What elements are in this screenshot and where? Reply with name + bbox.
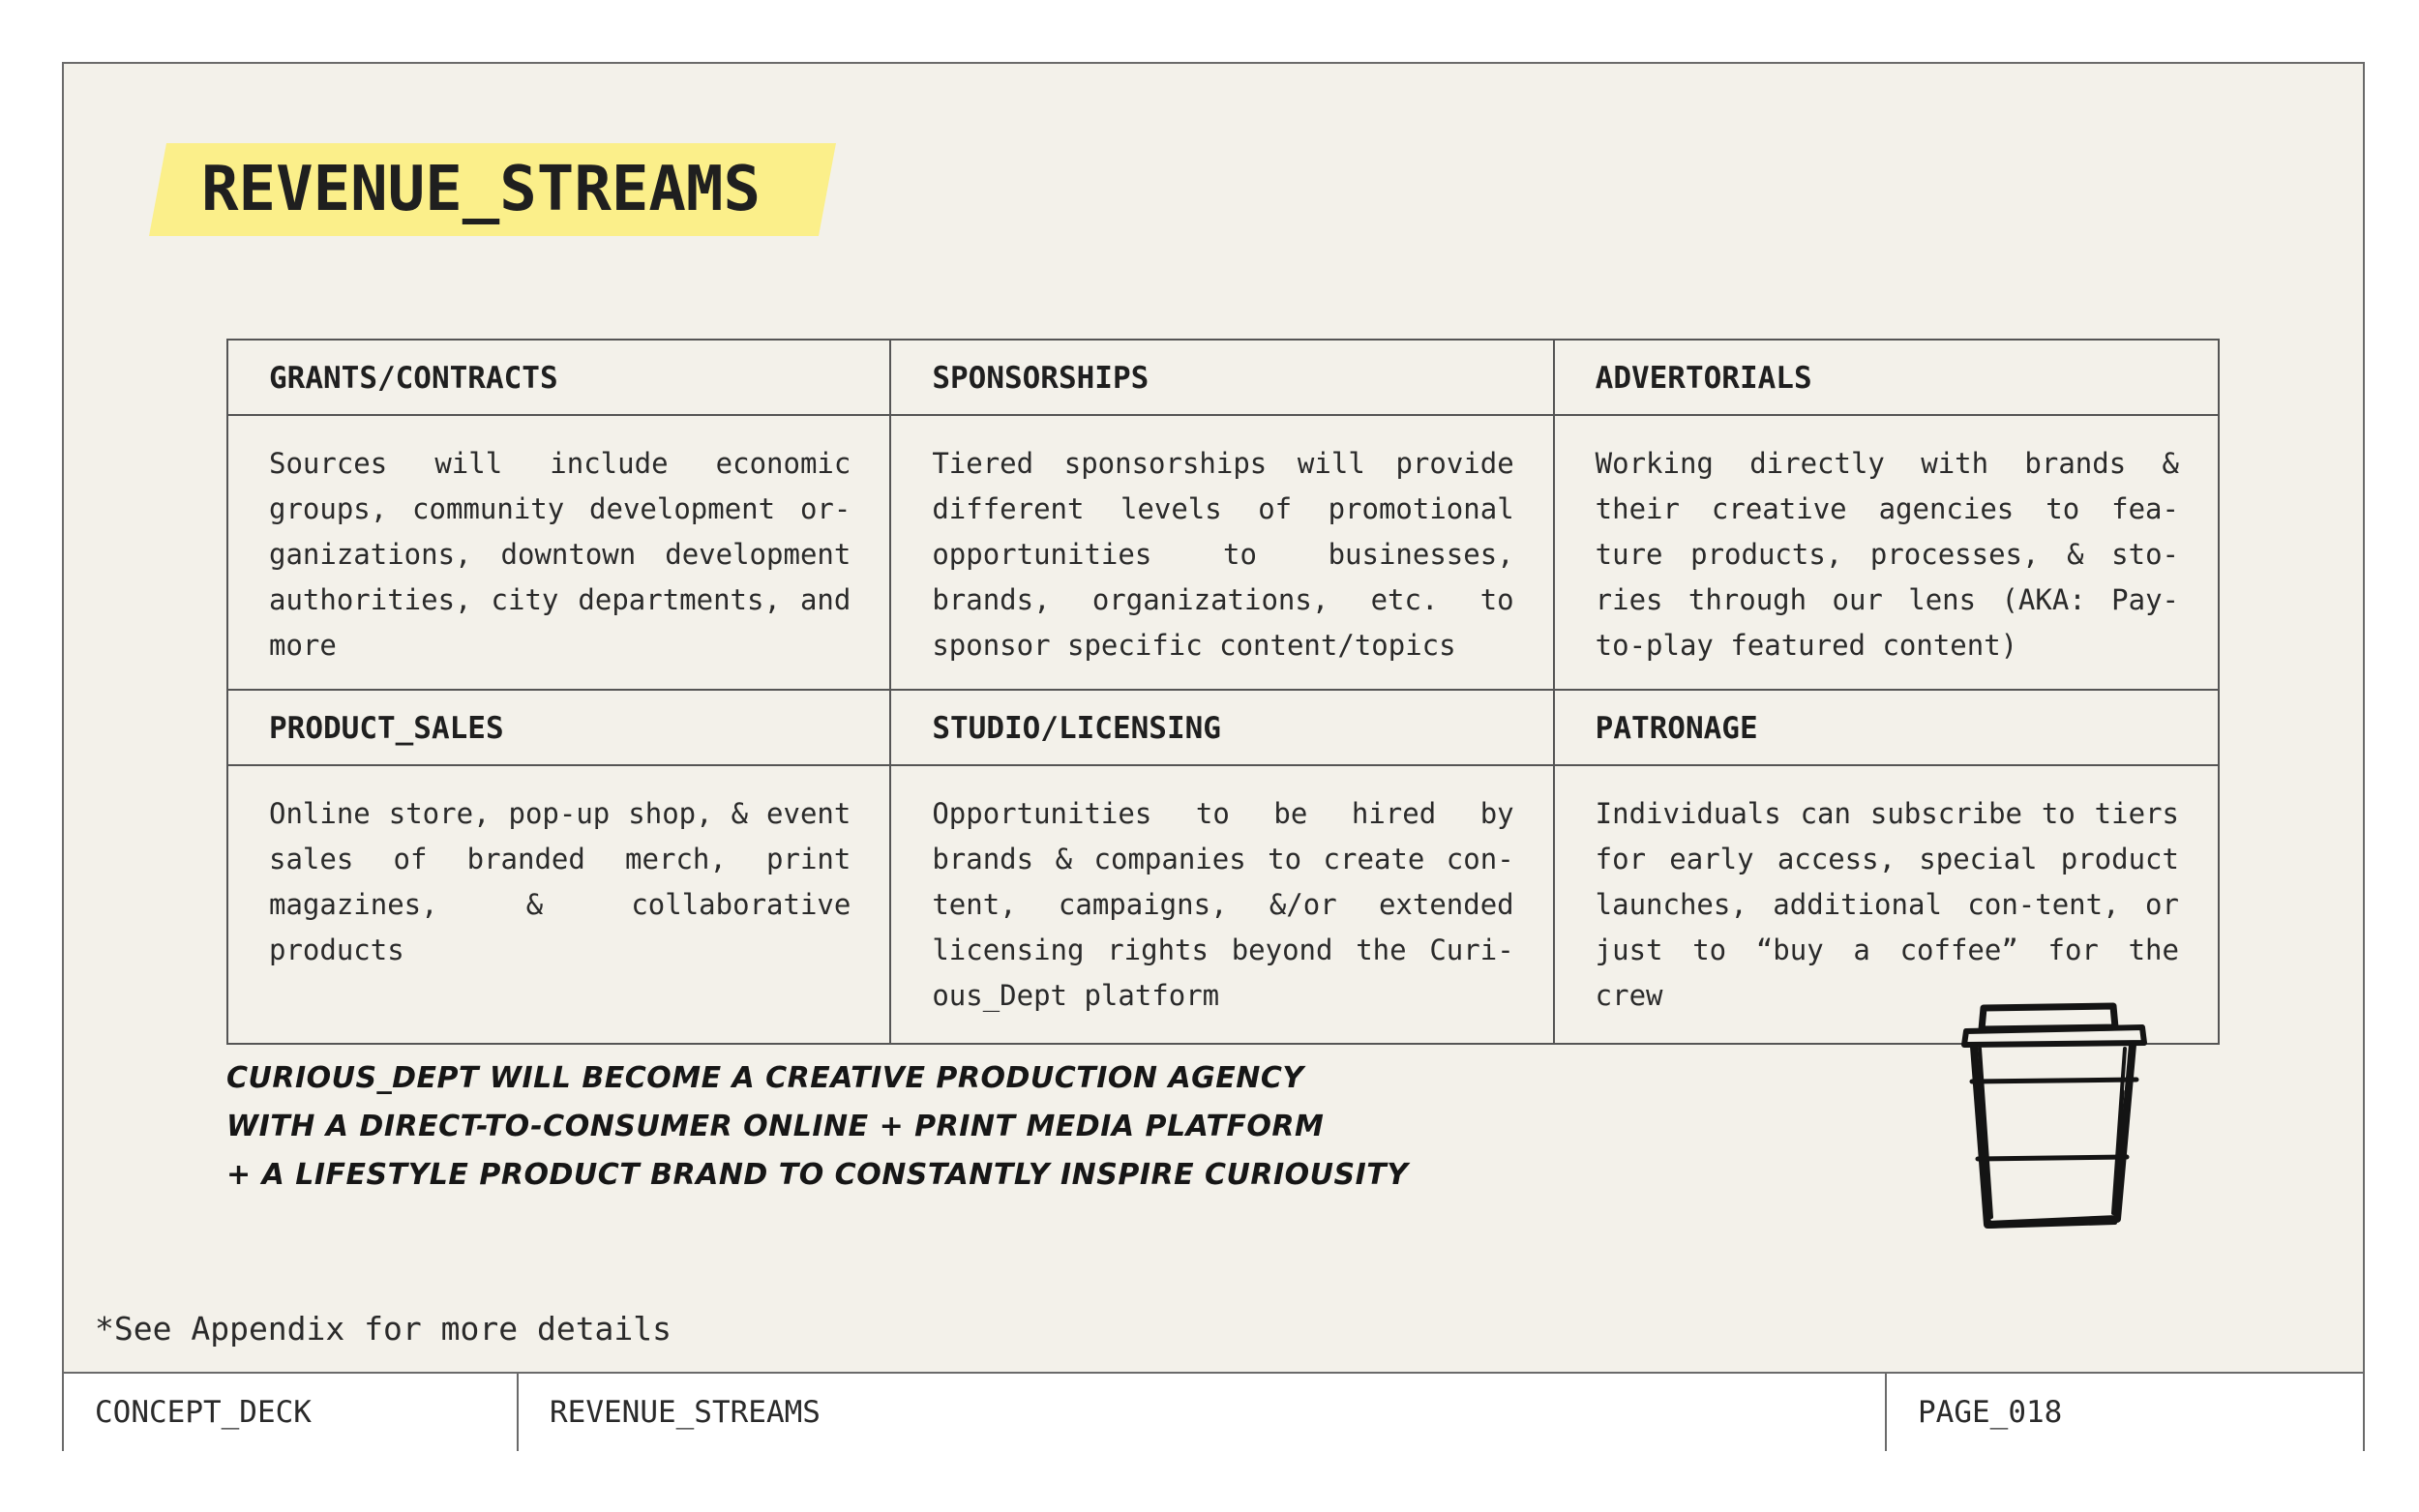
tagline-line: WITH A DIRECT-TO-CONSUMER ONLINE + PRINT MEDIA PLATFORM xyxy=(226,1110,1325,1143)
footer-deck-label: CONCEPT_DECK xyxy=(64,1374,519,1451)
footer-section-label: REVENUE_STREAMS xyxy=(519,1374,1887,1451)
stream-text-studio-licensing: Opportunities to be hired by brands & companies to create con-tent, campaigns, &/or extended licensing rights beyond the Curi-ous_Dept platform xyxy=(891,766,1554,1043)
coffee-cup-icon xyxy=(1960,998,2164,1240)
tagline-line: CURIOUS_DEPT WILL BECOME A CREATIVE PRODUCTION AGENCY xyxy=(226,1061,1304,1095)
title-block xyxy=(149,143,836,236)
footer xyxy=(64,1372,2363,1451)
stream-heading-grants: GRANTS/CONTRACTS xyxy=(228,341,891,416)
stream-heading-studio-licensing: STUDIO/LICENSING xyxy=(891,691,1554,766)
footnote: *See Appendix for more details xyxy=(95,1310,672,1348)
footer-page-number: PAGE_018 xyxy=(1918,1395,2063,1430)
stream-text-patronage: Individuals can subscribe to tiers for early access, special product launches, additional con-tent, or just to “buy a coffee” for the crew xyxy=(1595,797,2179,1012)
tagline xyxy=(226,1054,1408,1200)
page-title: REVENUE_STREAMS xyxy=(201,154,761,225)
stream-text-sponsorships: Tiered sponsorships will provide different levels of promotional opportunities to businesses, brands, organizations, etc. to sponsor specific content/topics xyxy=(891,416,1554,691)
stream-text-grants: Sources will include economic groups, community development or-ganizations, downtown development authorities, city departments, and more xyxy=(228,416,891,691)
stream-text-advertorials: Working directly with brands & their creative agencies to fea-ture products, processes, & sto-ries through our lens (AKA: Pay-to-play featured content) xyxy=(1555,416,2218,691)
stream-heading-advertorials: ADVERTORIALS xyxy=(1555,341,2218,416)
stream-heading-product-sales: PRODUCT_SALES xyxy=(228,691,891,766)
slide xyxy=(62,62,2365,1451)
stream-heading-patronage: PATRONAGE xyxy=(1555,691,2218,766)
revenue-streams-table xyxy=(226,339,2220,1045)
stream-heading-sponsorships: SPONSORSHIPS xyxy=(891,341,1554,416)
stream-text-product-sales: Online store, pop-up shop, & event sales of branded merch, print magazines, & collaborative products xyxy=(228,766,891,1043)
tagline-line: + A LIFESTYLE PRODUCT BRAND TO CONSTANTLY INSPIRE CURIOUSITY xyxy=(226,1158,1409,1192)
